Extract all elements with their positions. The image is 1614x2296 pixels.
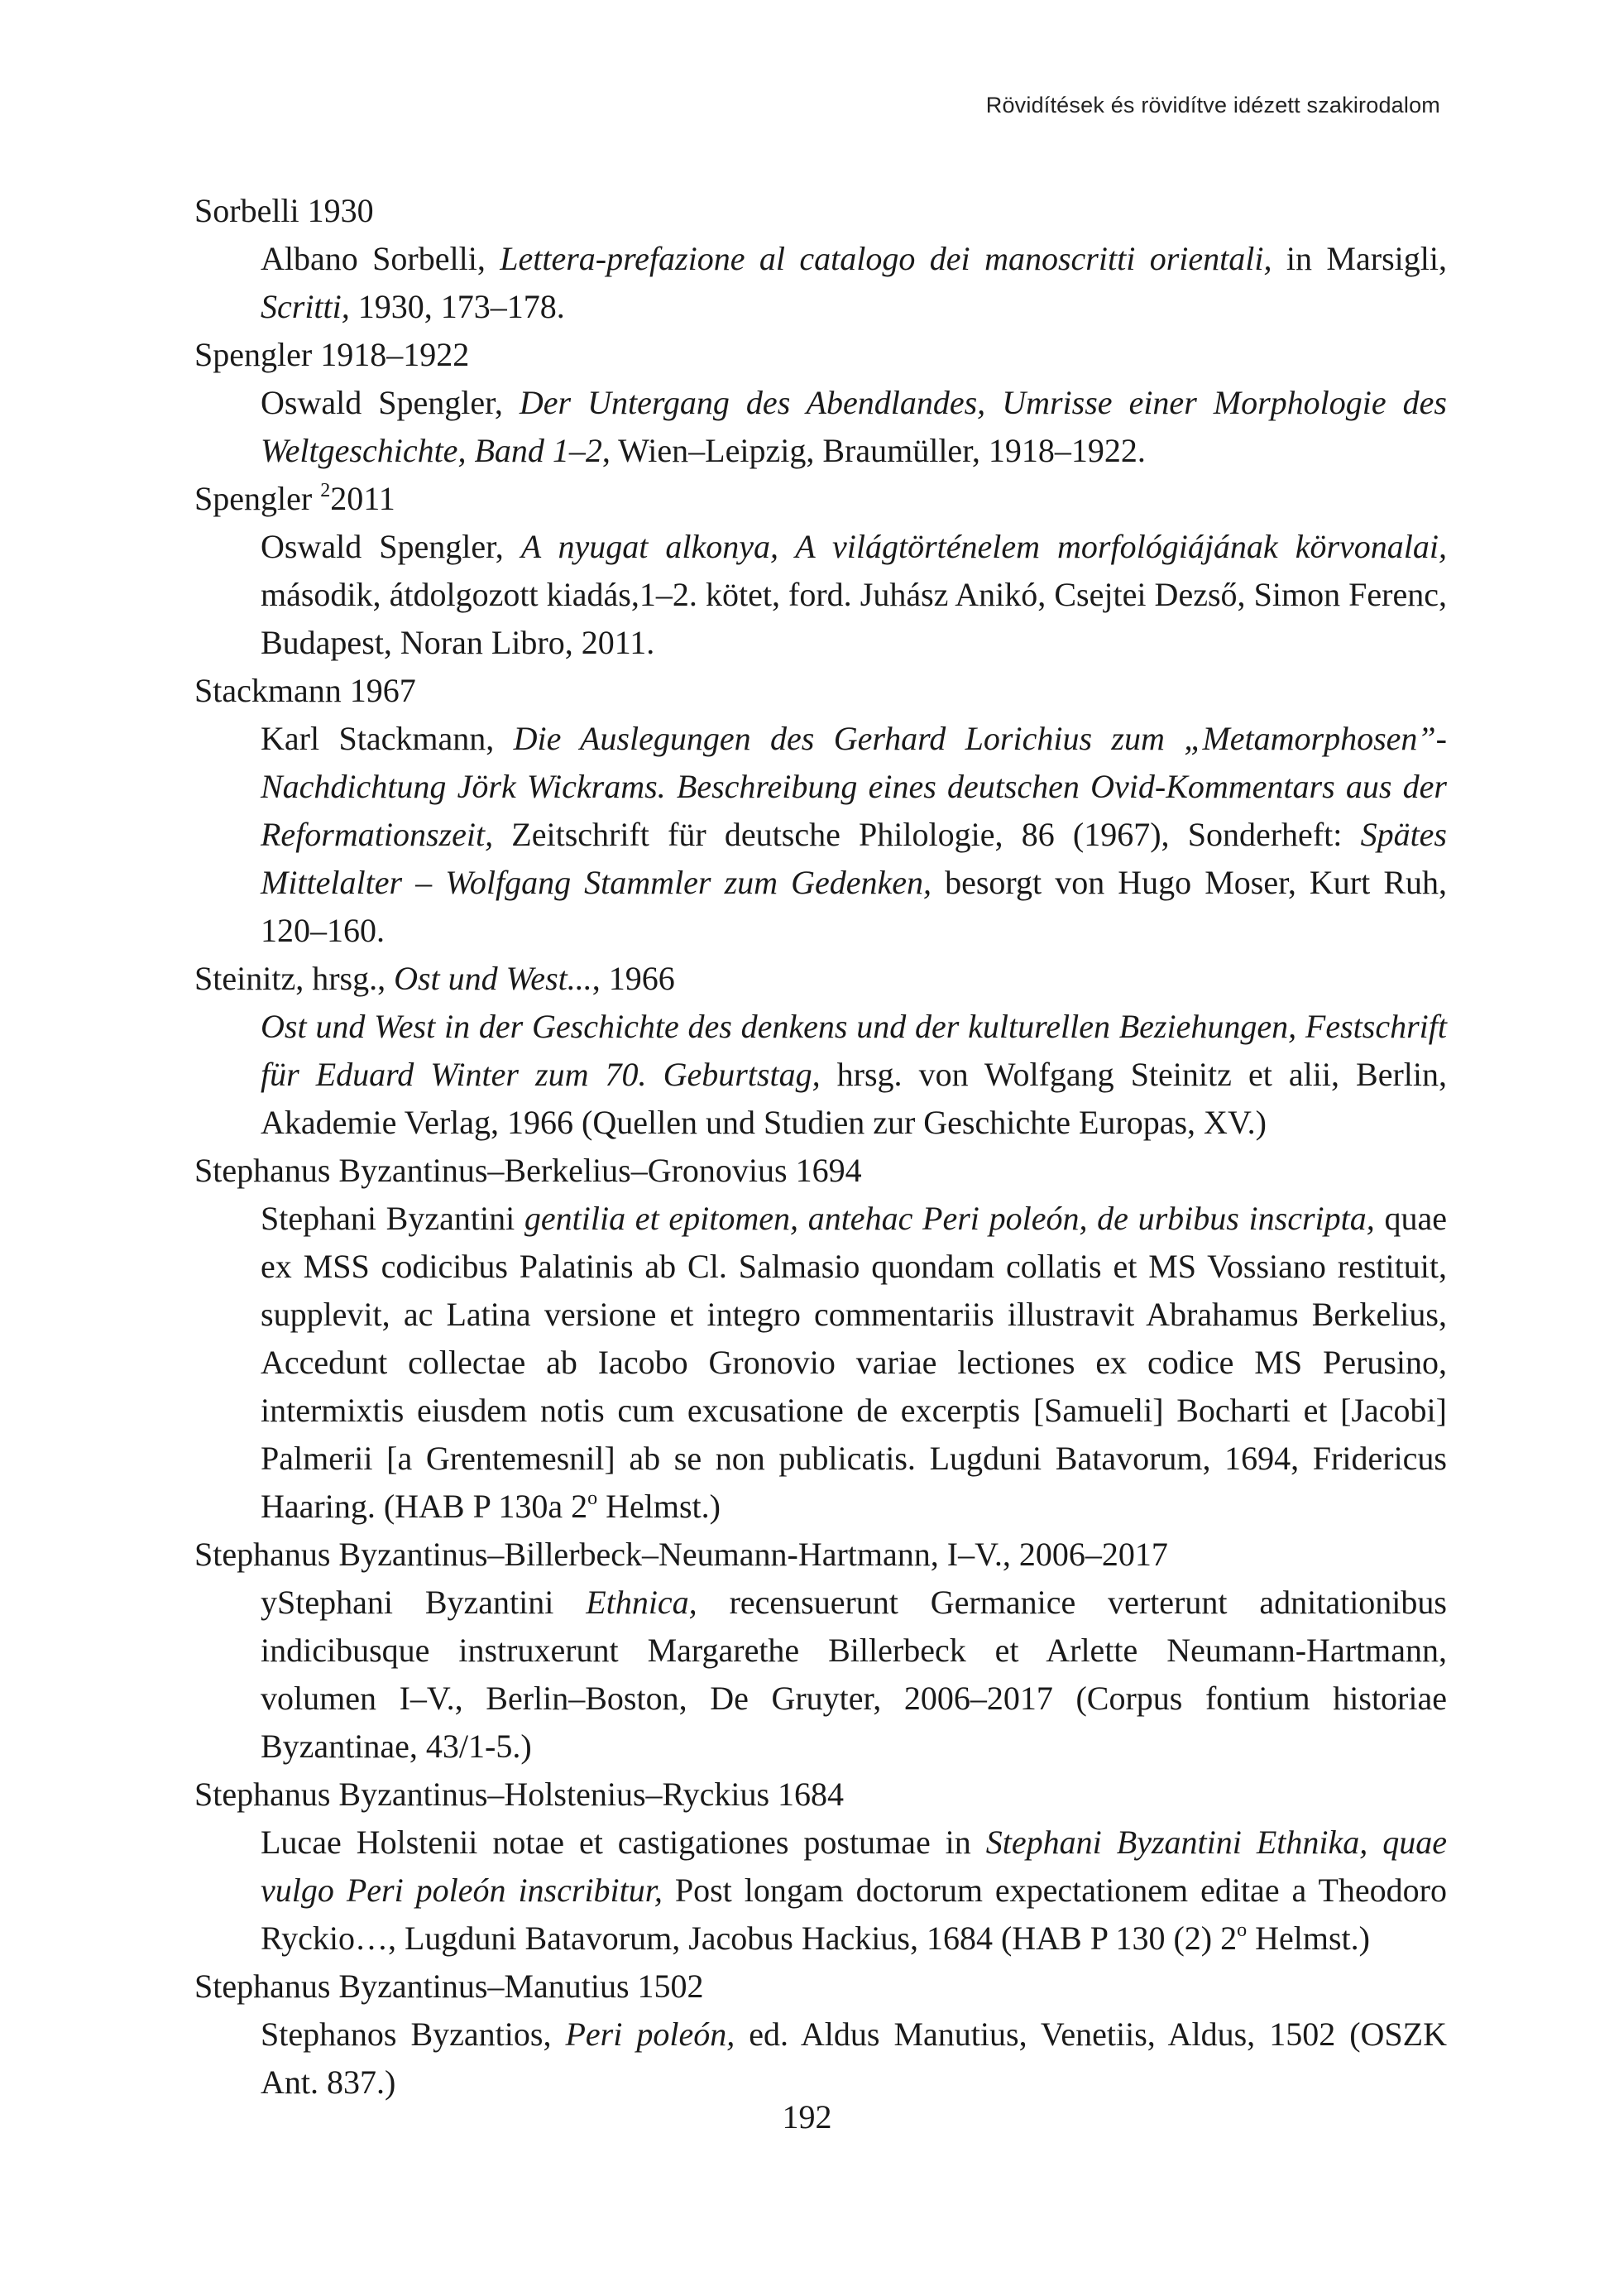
text-run: második, átdolgozott kiadás,1–2. kötet, ford. Juhász Anikó, Csejtei Dezső, Simon Ferenc, Budapest, Noran Libro, 2011.	[261, 576, 1447, 661]
italic-title: Scritti,	[261, 288, 350, 325]
bibliography-entry	[194, 1963, 1447, 2107]
text-run: recensuerunt Germanice verterunt adnitationibus indicibusque instruxerunt Margarethe Billerbeck et Arlette Neumann-Hartmann, volumen I–V., Berlin–Boston, De Gruyter, 2006–2017 (Corpus fontium historiae Byzantinae, 43/1-5.)	[261, 1584, 1447, 1765]
entry-key-text: Spengler 1918–1922	[194, 336, 470, 373]
text-run: yStephani Byzantini	[261, 1584, 587, 1621]
text-run: , 1966	[591, 960, 675, 997]
entry-description	[194, 2011, 1447, 2107]
entry-key-text: Spengler	[194, 480, 321, 517]
entry-description	[194, 1819, 1447, 1963]
running-head: Rövidítések és rövidítve idézett szakirodalom	[985, 93, 1440, 117]
text-run: o	[587, 1488, 598, 1509]
text-run: Albano Sorbelli,	[261, 240, 500, 277]
entry-key-year: 2011	[330, 480, 395, 517]
entry-key	[194, 331, 1447, 379]
bibliography-entry	[194, 955, 1447, 1147]
bibliography-entry	[194, 187, 1447, 331]
text-run: ed. Aldus Manutius, Venetiis, Aldus, 1502 (OSZK Ant. 837.)	[261, 2016, 1447, 2101]
entry-key-text: Stephanus Byzantinus–Billerbeck–Neumann-Hartmann, I–V., 2006–2017	[194, 1536, 1168, 1573]
text-run: Steinitz, hrsg.,	[194, 960, 395, 997]
entry-key-text: Sorbelli 1930	[194, 192, 374, 229]
italic-title: Lettera-prefazione al catalogo dei manoscritti orientali,	[500, 240, 1272, 277]
entry-key	[194, 955, 1447, 1003]
bibliography-list	[194, 187, 1447, 2107]
entry-description	[194, 379, 1447, 475]
entry-description	[194, 1195, 1447, 1531]
text-run: Helmst.)	[597, 1488, 721, 1525]
entry-description	[194, 523, 1447, 667]
text-run: 1930, 173–178.	[349, 288, 565, 325]
entry-key	[194, 667, 1447, 715]
entry-key-text: Stephanus Byzantinus–Manutius 1502	[194, 1968, 704, 2005]
text-run: Stephani Byzantini	[261, 1200, 524, 1237]
text-run: Oswald Spengler,	[261, 528, 521, 565]
entry-description	[194, 235, 1447, 331]
text-run: in Marsigli,	[1272, 240, 1447, 277]
text-run: Lucae Holstenii notae et castigationes postumae in	[261, 1824, 986, 1861]
text-run: Stephanos Byzantios,	[261, 2016, 566, 2053]
text-run: besorgt von Hugo Moser, Kurt Ruh, 120–160.	[261, 864, 1447, 949]
text-run: Oswald Spengler,	[261, 384, 520, 421]
entry-key-text: Stephanus Byzantinus–Berkelius–Gronovius 1694	[194, 1152, 862, 1189]
entry-key	[194, 187, 1447, 235]
text-run: Karl Stackmann,	[261, 720, 514, 757]
entry-key	[194, 475, 1447, 523]
text-run: Post longam doctorum expectationem editae a Theodoro Ryckio…, Lugduni Batavorum, Jacobus Hackius, 1684 (HAB P 130 (2) 2	[261, 1872, 1447, 1957]
italic-title: Ethnica,	[586, 1584, 697, 1621]
entry-key	[194, 1771, 1447, 1819]
italic-title: Der Untergang des Abendlandes, Umrisse einer Morphologie des Weltgeschichte, Band 1–2	[261, 384, 1447, 469]
entry-description	[194, 1579, 1447, 1771]
entry-key	[194, 1147, 1447, 1195]
italic-title: Die Auslegungen des Gerhard Lorichius zum „Metamorphosen”-Nachdichtung Jörk Wickrams. Beschreibung eines deutschen Ovid-Kommentars aus der Reformationszeit,	[261, 720, 1447, 853]
entry-description	[194, 715, 1447, 955]
text-run: hrsg. von Wolfgang Steinitz et alii, Berlin, Akademie Verlag, 1966 (Quellen und Studien zur Geschichte Europas, XV.)	[261, 1056, 1447, 1141]
italic-title: Ost und West...	[394, 960, 592, 997]
italic-title: Peri poleón,	[565, 2016, 735, 2053]
bibliography-entry	[194, 1771, 1447, 1963]
text-run: , Wien–Leipzig, Braumüller, 1918–1922.	[601, 432, 1146, 469]
italic-title: Ost und West in der Geschichte des denkens und der kulturellen Beziehungen, Festschrift für Eduard Winter zum 70. Geburtstag,	[261, 1008, 1447, 1093]
bibliography-entry	[194, 1147, 1447, 1531]
italic-title: Stephani Byzantini Ethnika, quae vulgo Peri poleón inscribitur,	[261, 1824, 1448, 1909]
entry-key-text: Stephanus Byzantinus–Holstenius–Ryckius 1684	[194, 1776, 845, 1813]
edition-superscript: 2	[320, 480, 331, 501]
bibliography-entry	[194, 667, 1447, 955]
entry-key	[194, 1963, 1447, 2011]
bibliography-entry	[194, 1531, 1447, 1771]
text-run: Zeitschrift für deutsche Philologie, 86 (1967), Sonderheft:	[493, 816, 1361, 853]
bibliography-entry	[194, 331, 1447, 475]
entry-key	[194, 1531, 1447, 1579]
text-run: Helmst.)	[1247, 1920, 1370, 1957]
entry-description	[194, 1003, 1447, 1147]
italic-title: gentilia et epitomen, antehac Peri poleón, de urbibus inscripta,	[524, 1200, 1375, 1237]
italic-title: A nyugat alkonya, A világtörténelem morfológiájának körvonalai,	[520, 528, 1447, 565]
entry-key-text: Stackmann 1967	[194, 672, 416, 709]
italic-title: Spätes Mittelalter – Wolfgang Stammler zum Gedenken,	[261, 816, 1447, 901]
bibliography-entry	[194, 475, 1447, 667]
page-number: 192	[782, 2098, 832, 2135]
text-run: o	[1237, 1920, 1248, 1941]
text-run: quae ex MSS codicibus Palatinis ab Cl. Salmasio quondam collatis et MS Vossiano restituit, supplevit, ac Latina versione et integro commentariis illustravit Abrahamus Berkelius, Accedunt collectae ab Iacobo Gronovio variae lectiones ex codice MS Perusino, intermixtis eiusdem notis cum excusatione de excerptis [Samueli] Bocharti et [Jacobi] Palmerii [a Grentemesnil] ab se non publicatis. Lugduni Batavorum, 1694, Fridericus Haaring. (HAB P 130a 2	[261, 1200, 1447, 1525]
